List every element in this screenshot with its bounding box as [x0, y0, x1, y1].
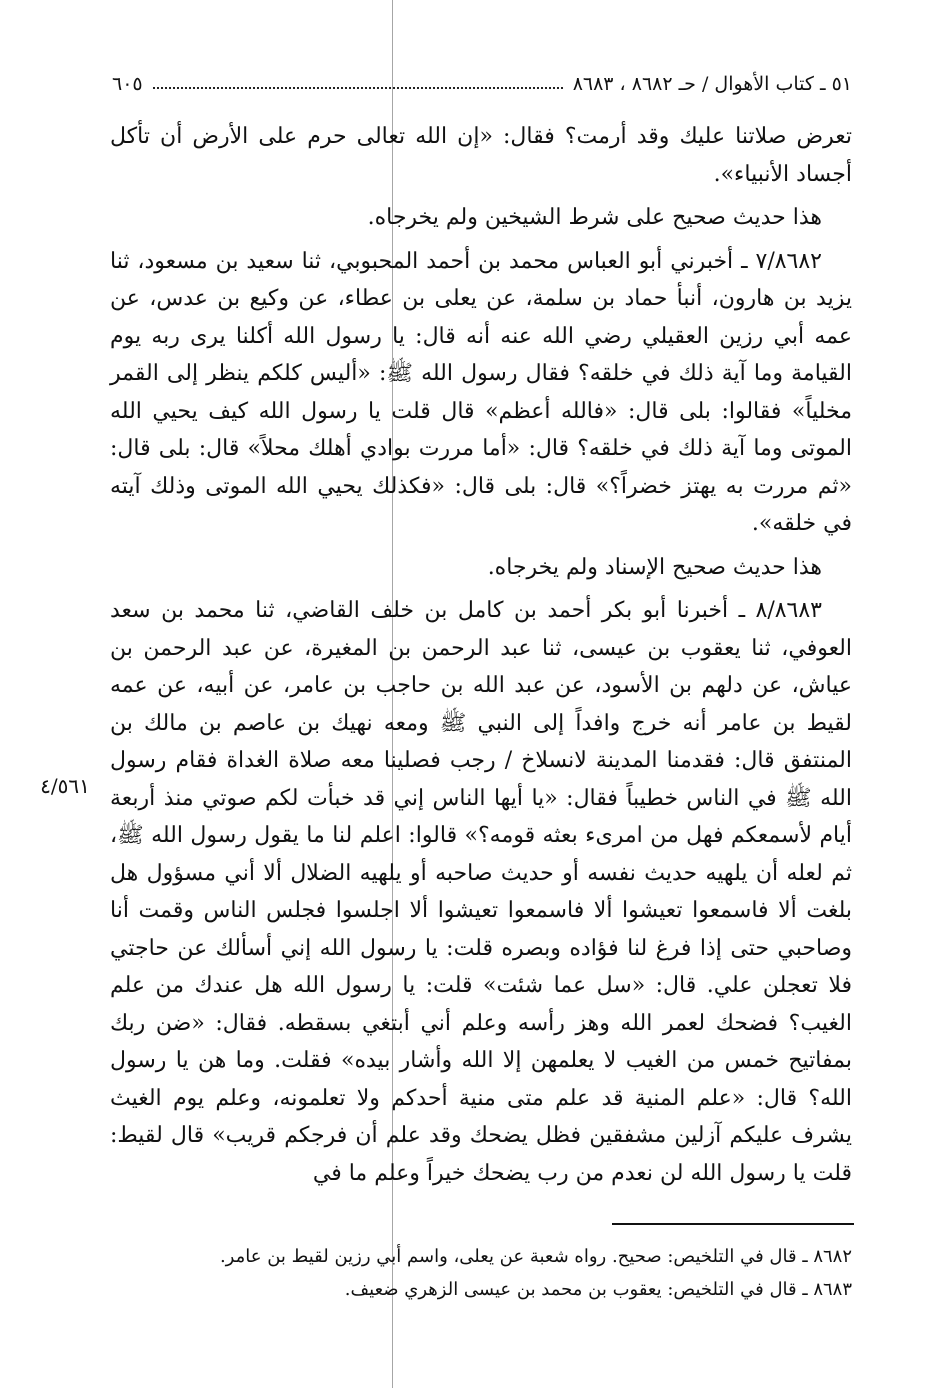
footnote: ٨٦٨٣ ـ قال في التلخيص: يعقوب بن محمد بن عيسى الزهري ضعيف.: [344, 1279, 852, 1300]
grading-note: هذا حديث صحيح الإسناد ولم يخرجاه.: [487, 554, 822, 580]
margin-reference: ٤/٥٦١: [40, 774, 90, 798]
hadith-8682: ٧/٨٦٨٢ ـ أخبرني أبو العباس محمد بن أحمد المحبوبي، ثنا سعيد بن مسعود، ثنا يزيد بن هارون، أنبأ حماد بن سلمة، عن يعلى بن عطاء، عن وكيع بن عدس، عن عمه أبي رزين العقيلي رضي الله عنه أنه قال: يا رسول الله أكلنا يرى ربه يوم القيامة وما آية ذلك في خلقه؟ فقال رسول الله ﷺ: «أليس كلكم ينظر إلى القمر مخلياً» فقالوا: بلى قال: «فالله أعظم» قال قلت يا رسول الله كيف يحيي الله الموتى وما آية ذلك في خلقه؟ قال: «أما مررت بوادي أهلك محلاً» قال: بلى قال: «ثم مررت به يهتز خضراً؟» قال: بلى قال: «فكذلك يحيي الله الموتى وذلك آيته في خلقه».: [110, 248, 852, 536]
footnotes: [110, 1240, 852, 1306]
main-text: [110, 118, 852, 1192]
footnote: ٨٦٨٢ ـ قال في التلخيص: صحيح. رواه شعبة عن يعلى، واسم أبي رزين لقيط بن عامر.: [219, 1246, 852, 1267]
paragraph-continuation: تعرض صلاتنا عليك وقد أرمت؟ فقال: «إن الله تعالى حرم على الأرض أن تأكل أجساد الأنبياء».: [110, 124, 852, 187]
grading-note: هذا حديث صحيح على شرط الشيخين ولم يخرجاه.: [367, 205, 822, 230]
running-title: ٥١ ـ كتاب الأهوال / حـ ٨٦٨٢ ، ٨٦٨٣: [572, 73, 852, 95]
scan-fold-line: [392, 0, 393, 1388]
page-header: [112, 68, 852, 100]
page-number: ٦٠٥: [112, 73, 143, 95]
hadith-8683: ٨/٨٦٨٣ ـ أخبرنا أبو بكر أحمد بن كامل بن خلف القاضي، ثنا محمد بن سعد العوفي، ثنا يعقوب بن عيسى، ثنا عبد الرحمن بن المغيرة، عن عبد الرحمن بن عياش، عن دلهم بن الأسود، عن عبد الله بن حاجب بن عامر، عن أبيه، عن عمه لقيط بن عامر أنه خرج وافداً إلى النبي ﷺ ومعه نهيك بن عاصم بن مالك بن المنتفق قال: فقدمنا المدينة لانسلاخ / رجب فصلينا معه صلاة الغداة فقام رسول الله ﷺ في الناس خطيباً فقال: «يا أيها الناس إني قد خبأت لكم صوتي منذ أربعة أيام لأسمعكم فهل من امرىء بعثه قومه؟» قالوا: اعلم لنا ما يقول رسول الله ﷺ، ثم لعله أن يلهيه حديث نفسه أو حديث صاحبه أو يلهيه الضلال ألا أني مسؤول هل بلغت ألا فاسمعوا تعيشوا ألا فاسمعوا تعيشوا ألا اجلسوا فجلس الناس وقمت أنا وصاحبي حتى إذا فرغ لنا فؤاده وبصره قلت: يا رسول الله إني أسألك عن حاجتي فلا تعجلن علي. قال: «سل عما شئت» قلت: يا رسول الله هل عندك من علم الغيب؟ فضحك لعمر الله وهز رأسه وعلم أني أبتغي بسقطه. فقال: «ضن ربك بمفاتيح خمس من الغيب لا يعلمهن إلا الله وأشار بيده» فقلت. وما هن يا رسول الله؟ قال: «علم المنية قد علم متى منية أحدكم ولا تعلمونه، وعلم يوم الغيث يشرف عليكم آزلين مشفقين فظل يضحك وقد علم أن فرجكم قريب» قال لقيط: قلت يا رسول الله لن نعدم من رب يضحك خيراً وعلم ما في: [110, 598, 852, 1186]
header-dot-leader: [153, 87, 563, 89]
footnote-separator: [612, 1223, 854, 1225]
